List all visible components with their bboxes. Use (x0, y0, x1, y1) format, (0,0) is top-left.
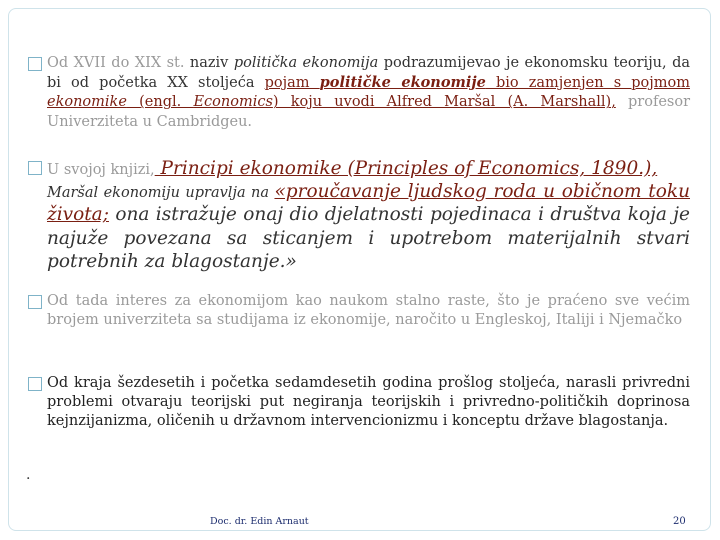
text-span: ona istražuje onaj dio djelatnosti pojedinaca i društva koja je najuže povezana sa sticanjem i upotrebom materijalnih stvari potrebnih za blagostanje.» (47, 204, 690, 272)
paragraph-3-text: Od tada interes za ekonomijom kao naukom stalno raste, što je praćeno sve većim brojem univerziteta sa studijama iz ekonomije, naročito u Engleskoj, Italiji i Njemačko (47, 293, 690, 329)
square-bullet-icon (28, 295, 42, 309)
text-span: Maršal ekonomiju upravlja na (47, 185, 275, 202)
footer-author: Doc. dr. Edin Arnaut (210, 516, 309, 527)
text-span: politička ekonomija (233, 55, 379, 71)
text-span: političke ekonomije (319, 74, 486, 92)
text-span: ekonomike (47, 94, 127, 111)
text-span: bio zamjenjen s pojmom (485, 75, 690, 92)
text-span: podrazumijevao je ekonomsku teoriju, da bi od početka XX stoljeća (47, 55, 691, 92)
text-span: Od XVII do XIX st. (47, 55, 185, 71)
text-span: Economics (193, 94, 273, 111)
paragraph-3 (28, 292, 690, 330)
paragraph-1 (28, 54, 690, 132)
paragraph-4 (28, 374, 690, 432)
square-bullet-icon (28, 161, 42, 175)
text-span: profesor Univerziteta u Cambridgeu. (47, 94, 691, 130)
paragraph-2-text (47, 157, 690, 273)
text-span: ) koju uvodi Alfred Maršal (A. Marshall), (272, 94, 616, 111)
paragraph-4-text: Od kraja šezdesetih i početka sedamdesetih godina prošlog stoljeća, narasli privredni problemi otvaraju teorijski put negiranja teorijskih i privredno-političkih doprinosa kejnzijanizma, oličenih u državnom intervencionizmu i konceptu države blagostanja. (47, 375, 690, 430)
paragraph-1-text (47, 54, 690, 132)
paragraph-2 (28, 157, 690, 273)
text-span: naziv (184, 55, 234, 71)
definition-quote: «proučavanje ljudskog roda u običnom toku života; (47, 181, 690, 226)
text-span: U svojoj knjizi, (47, 162, 155, 178)
page-number: 20 (673, 516, 686, 527)
text-span: (engl. (126, 94, 194, 111)
text-span: pojam (264, 75, 320, 92)
square-bullet-icon (28, 57, 42, 71)
book-title: Principi ekonomike (Principles of Economics, 1890.), (154, 158, 658, 179)
square-bullet-icon (28, 377, 42, 391)
stray-mark: . (26, 467, 31, 483)
